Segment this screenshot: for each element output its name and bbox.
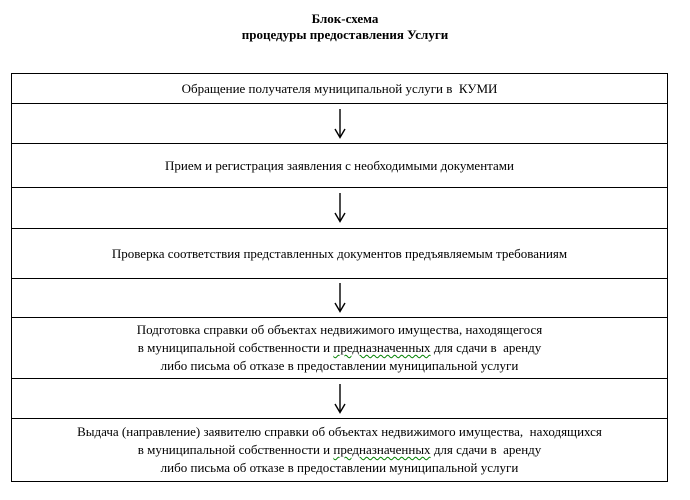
arrow-row-4	[12, 379, 667, 419]
flowchart	[11, 73, 668, 482]
step-text: либо письма об отказе в предоставлении муниципальной услуги	[160, 358, 519, 373]
arrow-row-3	[12, 279, 667, 318]
down-arrow-icon	[332, 108, 348, 140]
step-text: Выдача (направление) заявителю справки об объектах недвижимого имущества, находящихся	[77, 424, 602, 439]
step-text-segment: для сдачи в аренду	[430, 442, 542, 457]
step-text	[138, 441, 542, 459]
down-arrow-icon	[332, 282, 348, 314]
step-box-registration	[12, 144, 667, 188]
page-title	[0, 0, 690, 43]
arrow-row-1	[12, 104, 667, 144]
step-box-request	[12, 74, 667, 104]
step-box-issuance	[12, 419, 667, 481]
misspelled-word: предназначенных	[333, 442, 431, 457]
title-line-1: Блок-схема	[311, 11, 379, 26]
arrow-row-2	[12, 188, 667, 229]
step-text: либо письма об отказе в предоставлении муниципальной услуги	[160, 460, 519, 475]
step-text-segment: в муниципальной собственности и	[137, 442, 334, 457]
step-text-segment: в муниципальной собственности и	[137, 340, 334, 355]
step-text: Обращение получателя муниципальной услуги в КУМИ	[181, 80, 498, 96]
step-box-preparation	[12, 318, 667, 379]
step-text: Подготовка справки об объектах недвижимого имущества, находящегося	[136, 322, 543, 337]
step-text: Прием и регистрация заявления с необходимыми документами	[165, 157, 514, 173]
step-text: Проверка соответствия представленных документов предъявляемым требованиям	[111, 245, 568, 261]
down-arrow-icon	[332, 383, 348, 415]
misspelled-word: предназначенных	[333, 340, 431, 355]
title-line-2: процедуры предоставления Услуги	[241, 27, 449, 42]
step-box-verification	[12, 229, 667, 279]
step-text	[138, 339, 542, 357]
step-text-segment: для сдачи в аренду	[430, 340, 542, 355]
down-arrow-icon	[332, 192, 348, 224]
